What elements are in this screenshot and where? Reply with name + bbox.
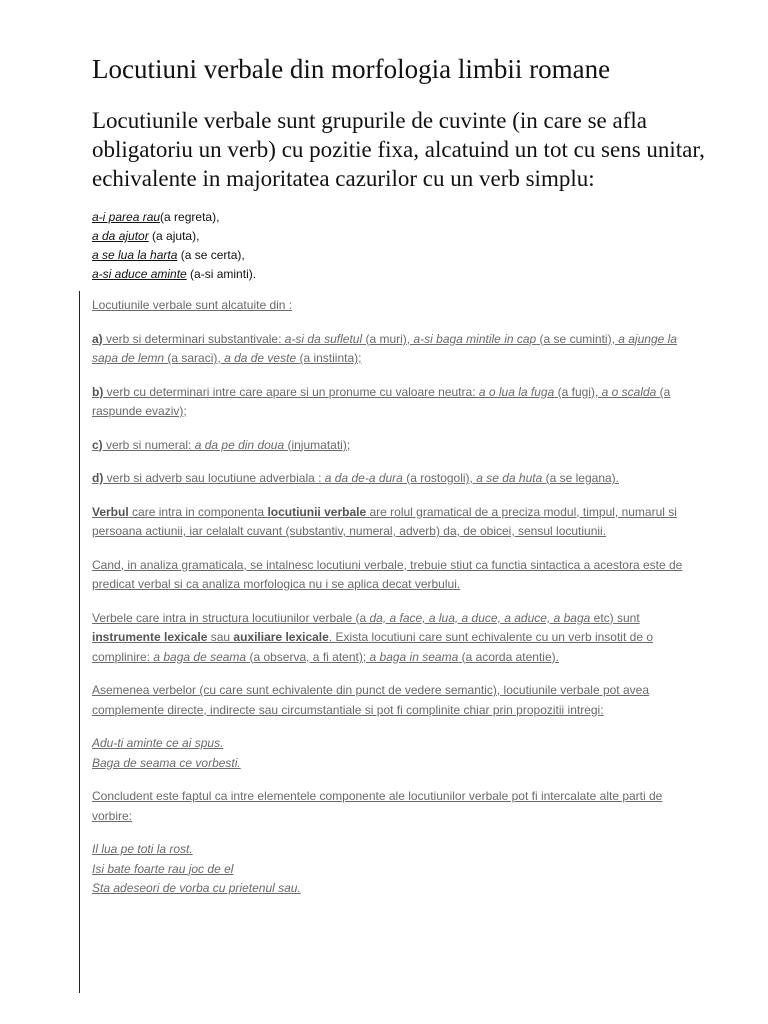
paragraph-text: Verbele care intra in structura locutiunilor verbale (a	[92, 610, 370, 625]
item-example: a o lua la fuga	[478, 384, 555, 399]
example-gloss: (a se certa),	[177, 248, 245, 262]
item-example: a da pe din doua	[194, 437, 285, 452]
example-group-1	[92, 734, 688, 773]
example-item	[92, 208, 256, 227]
bold-term: locutiunii verbale	[267, 504, 367, 519]
item-text: (a instiinta);	[296, 351, 362, 365]
item-text: (a saraci),	[164, 351, 225, 365]
item-text: (a rostogoli),	[402, 471, 477, 485]
intro-paragraph: Locutiunile verbale sunt grupurile de cuvinte (in care se afla obligatoriu un verb) cu pozitie fixa, alcatuind un tot cu sens unitar, echivalente in majoritatea cazurilor cu un verb simplu:	[92, 108, 705, 191]
item-text: (a fugi),	[554, 384, 602, 399]
example-gloss: (a regreta),	[160, 210, 220, 224]
example-item	[92, 227, 256, 246]
paragraph-text: . Exista locutiuni care sunt echivalente cu un verb insotit de o complinire:	[92, 630, 653, 664]
paragraph-text: sau	[207, 630, 234, 644]
bold-term: auxiliare lexicale	[233, 630, 329, 644]
item-label: c)	[92, 437, 103, 452]
paragraph-text: (a acorda atentie).	[458, 649, 559, 664]
item-text: verb si numeral:	[102, 437, 195, 452]
section-body	[92, 296, 688, 913]
example-item	[92, 246, 256, 265]
item-example: a se da huta	[476, 471, 543, 485]
example-sentence: Il lua pe toti la rost.	[92, 842, 193, 856]
revision-margin-line	[79, 291, 80, 993]
example-sentence: Adu-ti aminte ce ai spus.	[92, 736, 224, 750]
paragraph-intercalation: Concludent este faptul ca intre elementele componente ale locutiunilor verbale pot fi intercalate alte parti de vorbire:	[92, 789, 663, 823]
item-example: a-si baga mintile in cap	[413, 331, 537, 346]
paragraph-verb-role	[92, 503, 688, 542]
italic-term: da, a face, a lua, a duce, a aduce, a baga	[369, 610, 591, 625]
example-term: a se lua la harta	[92, 248, 178, 262]
item-text: (a raspunde evaziv);	[92, 384, 671, 418]
paragraph-text: are rolul gramatical de a preciza modul, timpul, numarul si persoana actiunii, iar celalalt cuvant (substantiv, numeral, adverb) da, de obicei, sensul locutiunii.	[92, 504, 677, 538]
item-example: a ajunge la sapa de lemn	[92, 331, 677, 365]
paragraph-instruments	[92, 609, 688, 668]
example-term: a-si aduce aminte	[92, 267, 187, 281]
example-sentence: Baga de seama ce vorbesti.	[92, 755, 241, 770]
example-gloss: (a ajuta),	[148, 229, 200, 243]
item-text: verb si adverb sau locutiune adverbiala :	[103, 471, 325, 485]
paragraph-text: care intra in componenta	[128, 504, 268, 519]
item-label: d)	[92, 471, 104, 485]
example-term: a da ajutor	[92, 229, 149, 243]
example-sentence: Sta adeseori de vorba cu prietenul sau.	[92, 881, 301, 895]
item-text: verb si determinari substantivale:	[102, 331, 285, 346]
bold-term: instrumente lexicale	[92, 630, 208, 644]
example-gloss: (a-si aminti).	[186, 267, 257, 281]
item-text: (a se cuminti),	[536, 331, 619, 346]
item-d	[92, 469, 688, 489]
item-example: a da de-a dura	[324, 471, 403, 485]
example-sentence: Isi bate foarte rau joc de el	[92, 861, 234, 876]
item-a	[92, 330, 688, 369]
page-title: Locutiuni verbale din morfologia limbii romane	[92, 54, 611, 84]
italic-term: a baga in seama	[369, 649, 459, 664]
item-label: b)	[92, 384, 104, 399]
item-text: verb cu determinari intre care apare si un pronume cu valoare neutra:	[103, 384, 479, 399]
example-term: a-i parea rau	[92, 210, 161, 224]
examples-list	[92, 208, 256, 284]
item-example: a-si da sufletul	[284, 331, 363, 346]
bold-term: Verbul	[92, 504, 129, 519]
paragraph-complements: Asemenea verbelor (cu care sunt echivalente din punct de vedere semantic), locutiunile verbale pot avea complemente directe, indirecte sau circumstantiale si pot fi complinite chiar prin propozitii intregi:	[92, 683, 649, 717]
italic-term: a baga de seama	[153, 649, 247, 664]
item-text: (a se legana).	[542, 471, 619, 485]
item-label: a)	[92, 331, 103, 346]
item-example: a da de veste	[224, 351, 297, 365]
item-c	[92, 436, 688, 456]
example-item	[92, 265, 256, 284]
section-heading: Locutiunile verbale sunt alcatuite din :	[92, 298, 293, 312]
paragraph-analysis: Cand, in analiza gramaticala, se intalnesc locutiuni verbale, trebuie stiut ca functia sintactica a acestora este de predicat verbal si ca analiza morfologica nu i se aplica decat verbului.	[92, 557, 683, 591]
item-text: (a muri),	[362, 331, 414, 346]
example-group-2	[92, 840, 688, 899]
item-b	[92, 383, 688, 422]
item-text: (injumatati);	[284, 437, 351, 452]
item-example: a o scalda	[601, 384, 657, 399]
paragraph-text: etc) sunt	[590, 610, 640, 625]
paragraph-text: (a observa, a fi atent);	[246, 649, 370, 664]
